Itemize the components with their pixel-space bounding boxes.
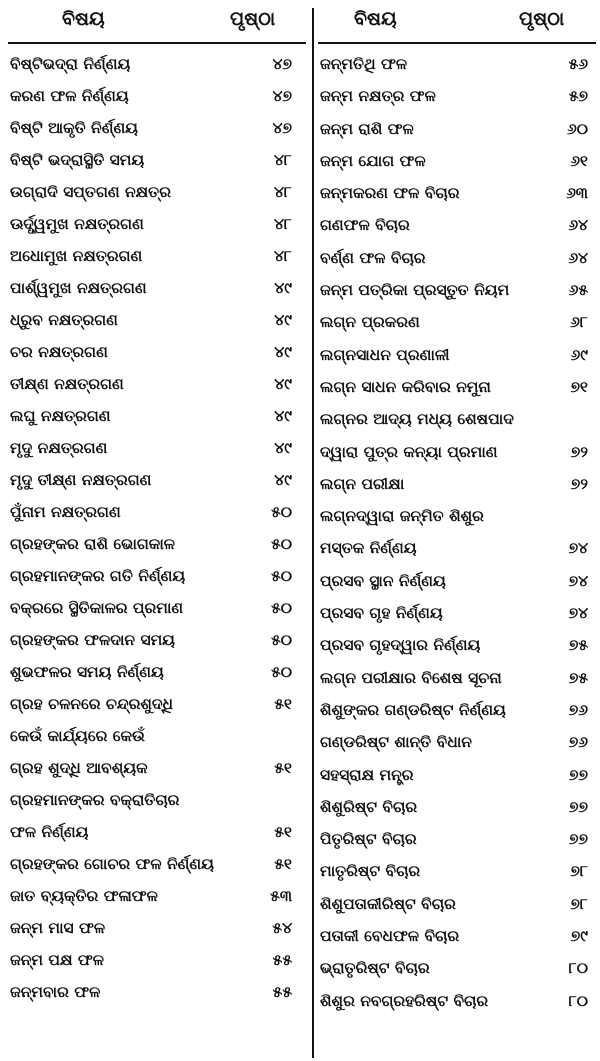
toc-entry bbox=[0, 83, 312, 115]
toc-entry bbox=[0, 499, 312, 531]
toc-entry bbox=[0, 531, 312, 563]
toc-entry-page-number: ୬୫ bbox=[568, 281, 588, 300]
toc-entry bbox=[314, 148, 600, 180]
toc-entry-page-number: ୪୯ bbox=[274, 407, 292, 425]
toc-entry bbox=[314, 212, 600, 244]
toc-entry-topic: ଊର୍ଦ୍ଧ୍ୱମୁଖ ନକ୍ଷତ୍ରଗଣ bbox=[10, 215, 144, 233]
toc-entry-page-number: ୪୮ bbox=[273, 215, 292, 233]
toc-entry-topic: ଧ୍ରୁବ ନକ୍ଷତ୍ରଗଣ bbox=[10, 311, 118, 329]
toc-entry-page-number: ୭୭ bbox=[569, 765, 588, 784]
toc-entry-topic: ଶିଶୁଙ୍କର ଗଣ୍ଡରିଷ୍ଟ ନିର୍ଣ୍ଣୟ bbox=[320, 700, 506, 719]
toc-entry bbox=[0, 915, 312, 947]
toc-entry-page-number: ୫୦ bbox=[271, 535, 292, 553]
toc-entry-page-number: ୪୯ bbox=[274, 471, 292, 489]
toc-entry-topic: ମସ୍ତକ ନିର୍ଣ୍ଣୟ bbox=[320, 539, 417, 558]
toc-entry-page-number: ୬୩ bbox=[566, 184, 588, 203]
toc-entry bbox=[314, 503, 600, 535]
toc-entry-page-number: ୭୨ bbox=[570, 474, 588, 493]
toc-entry bbox=[0, 883, 312, 915]
toc-entry-topic: ଲଗ୍ନ ପରୀକ୍ଷାର ବିଶେଷ ସୂଚନା bbox=[320, 668, 502, 687]
toc-entry bbox=[314, 600, 600, 632]
toc-entry bbox=[0, 691, 312, 723]
toc-entry-page-number: ୫୧ bbox=[274, 855, 292, 873]
toc-entry bbox=[314, 632, 600, 664]
toc-entry-topic: ବର୍ଣ୍ଣ ଫଳ ବିଚାର bbox=[320, 248, 426, 267]
toc-entry bbox=[314, 439, 600, 471]
toc-entry-page-number: ୫୪ bbox=[272, 919, 292, 937]
toc-entry-topic: କେଉଁ କାର୍ଯ୍ୟରେ କେଉଁ bbox=[10, 727, 145, 745]
toc-list-right bbox=[314, 51, 600, 1020]
toc-entry-page-number: ୫୫ bbox=[272, 983, 292, 1001]
toc-entry bbox=[314, 116, 600, 148]
toc-entry-page-number: ୫୦ bbox=[271, 567, 292, 585]
toc-entry-topic: ଜନ୍ମ ପକ୍ଷ ଫଳ bbox=[10, 951, 104, 969]
toc-entry bbox=[0, 51, 312, 83]
toc-entry-page-number: ୫୬ bbox=[568, 55, 588, 73]
toc-entry-topic: ବିଷ୍ଟି ଆକୃତି ନିର୍ଣ୍ଣୟ bbox=[10, 119, 138, 137]
toc-entry-page-number: ୪୯ bbox=[274, 343, 292, 361]
toc-entry-page-number: ୬୦ bbox=[567, 119, 588, 138]
toc-entry-page-number: ୪୯ bbox=[274, 311, 292, 329]
toc-entry-topic: ଚର ନକ୍ଷତ୍ରଗଣ bbox=[10, 343, 108, 361]
toc-entry bbox=[0, 595, 312, 627]
toc-entry-topic: ଲଘୁ ନକ୍ଷତ୍ରଗଣ bbox=[10, 407, 111, 425]
toc-entry-page-number: ୭୪ bbox=[568, 539, 588, 558]
toc-entry-topic: ବିଷ୍ଟିଭଦ୍ରା ନିର୍ଣ୍ଣୟ bbox=[10, 55, 131, 73]
toc-entry-page-number: ୪୭ bbox=[272, 55, 292, 73]
toc-entry-page-number: ୪୮ bbox=[273, 183, 292, 201]
toc-entry bbox=[314, 471, 600, 503]
toc-entry-page-number: ୭୬ bbox=[568, 733, 588, 752]
toc-entry-page-number: ୭୬ bbox=[568, 700, 588, 719]
toc-entry-topic: ଗ୍ରହ ଶୁଦ୍ଧି ଆବଶ୍ୟକ bbox=[10, 759, 148, 777]
toc-entry bbox=[0, 755, 312, 787]
toc-entry-page-number: ୭୯ bbox=[570, 927, 588, 946]
toc-entry-page-number: ୪୯ bbox=[274, 279, 292, 297]
toc-entry-page-number: ୫୭ bbox=[568, 87, 588, 106]
toc-entry bbox=[314, 180, 600, 212]
toc-entry bbox=[314, 762, 600, 794]
topic-heading: ବିଷୟ bbox=[354, 8, 397, 30]
toc-entry-page-number: ୭୮ bbox=[570, 862, 588, 881]
toc-entry-page-number: ୭୫ bbox=[568, 668, 588, 687]
toc-entry-page-number: ୪୯ bbox=[274, 375, 292, 393]
toc-entry-page-number: ୬୮ bbox=[570, 313, 588, 332]
toc-entry-page-number: ୫୩ bbox=[270, 887, 292, 905]
page-heading: ପୃଷ୍ଠା bbox=[230, 8, 276, 30]
toc-entry bbox=[0, 403, 312, 435]
toc-entry-page-number: ୬୪ bbox=[568, 248, 588, 267]
toc-entry-page-number: ୫୧ bbox=[274, 823, 292, 841]
toc-entry bbox=[0, 147, 312, 179]
toc-entry-topic: ଦ୍ୱାରା ପୁତ୍ର କନ୍ୟା ପ୍ରମାଣ bbox=[320, 442, 498, 461]
toc-entry bbox=[314, 697, 600, 729]
toc-entry-page-number: ୫୫ bbox=[272, 951, 292, 969]
toc-entry-topic: ଭ୍ରାତୃରିଷ୍ଟ ବିଚାର bbox=[320, 959, 430, 978]
toc-entry bbox=[0, 371, 312, 403]
toc-entry-topic: ଜନ୍ମ ନକ୍ଷତ୍ର ଫଳ bbox=[320, 87, 436, 106]
toc-entry-topic: ଗଣଫଳ ବିଚାର bbox=[320, 216, 410, 235]
toc-entry bbox=[0, 211, 312, 243]
page-heading: ପୃଷ୍ଠା bbox=[519, 8, 565, 30]
toc-entry-page-number: ୪୮ bbox=[273, 151, 292, 169]
toc-entry bbox=[0, 947, 312, 979]
toc-entry bbox=[314, 665, 600, 697]
toc-entry bbox=[0, 627, 312, 659]
toc-entry-page-number: ୫୦ bbox=[271, 599, 292, 617]
toc-entry-topic: ପ୍ରସବ ସ୍ଥାନ ନିର୍ଣ୍ଣୟ bbox=[320, 571, 446, 590]
toc-entry-topic: ବିଷ୍ଟି ଭଦ୍ରାସ୍ଥିତି ସମୟ bbox=[10, 151, 145, 169]
toc-entry-topic: ସହସ୍ରାକ୍ଷ ମନ୍ତ୍ର bbox=[320, 765, 414, 784]
toc-entry-topic: ଜନ୍ମ ରାଶି ଫଳ bbox=[320, 119, 414, 138]
toc-entry-topic: ଶିଶୁର ନବଗ୍ରହରିଷ୍ଟ ବିଚାର bbox=[320, 991, 489, 1010]
toc-entry bbox=[0, 563, 312, 595]
toc-entry-topic: ପ୍ରସବ ଗୃହଦ୍ୱାର ନିର୍ଣ୍ଣୟ bbox=[320, 636, 481, 655]
toc-entry-topic: ଶିଶୁରିଷ୍ଟ ବିଚାର bbox=[320, 797, 418, 816]
toc-entry bbox=[314, 342, 600, 374]
toc-entry-topic: ଲଗ୍ନ ପ୍ରକରଣ bbox=[320, 313, 420, 332]
toc-entry bbox=[0, 723, 312, 755]
toc-entry-page-number: ୪୯ bbox=[274, 439, 292, 457]
topic-heading: ବିଷୟ bbox=[62, 8, 105, 30]
toc-entry-topic: କରଣ ଫଳ ନିର୍ଣ୍ଣୟ bbox=[10, 87, 129, 105]
toc-entry bbox=[0, 115, 312, 147]
toc-entry bbox=[0, 243, 312, 275]
toc-entry-topic: ଜନ୍ମକରଣ ଫଳ ବିଚାର bbox=[320, 184, 460, 203]
toc-entry bbox=[0, 179, 312, 211]
toc-entry-topic: ଜାତ ବ୍ୟକ୍ତିର ଫଳାଫଳ bbox=[10, 887, 158, 905]
toc-entry bbox=[0, 851, 312, 883]
toc-entry-topic: ଜନ୍ମ ପତ୍ରିକା ପ୍ରସ୍ତୁତ ନିୟମ bbox=[320, 281, 510, 300]
toc-entry-topic: ଗ୍ରହଙ୍କର ରାଶି ଭୋଗକାଳ bbox=[10, 535, 175, 553]
toc-entry-topic: ଲଗ୍ନଦ୍ୱାରା ଜନ୍ମିତ ଶିଶୁର bbox=[320, 507, 484, 526]
toc-entry-topic: ମୃଦୁ ନକ୍ଷତ୍ରଗଣ bbox=[10, 439, 108, 457]
toc-entry bbox=[0, 787, 312, 819]
toc-entry bbox=[0, 275, 312, 307]
toc-entry-topic: ପ୍ରସବ ଗୃହ ନିର୍ଣ୍ଣୟ bbox=[320, 604, 443, 623]
toc-entry-topic: ପତାକୀ ବେଧଫଳ ବିଚାର bbox=[320, 927, 460, 946]
toc-entry-topic: ଲଗ୍ନ ସାଧନ କରିବାର ନମୁନା bbox=[320, 377, 491, 396]
toc-entry bbox=[0, 979, 312, 1011]
toc-entry-topic: ମାତୃରିଷ୍ଟ ବିଚାର bbox=[320, 862, 421, 881]
toc-entry bbox=[0, 819, 312, 851]
toc-entry bbox=[0, 659, 312, 691]
toc-entry bbox=[314, 988, 600, 1020]
toc-entry-topic: ମୃଦୁ ତୀକ୍ଷ୍ଣ ନକ୍ଷତ୍ରଗଣ bbox=[10, 471, 152, 489]
toc-entry-page-number: ୫୧ bbox=[274, 695, 292, 713]
toc-entry-page-number: ୭୪ bbox=[568, 604, 588, 623]
toc-entry-page-number: ୫୧ bbox=[274, 759, 292, 777]
toc-entry-page-number: ୭୫ bbox=[568, 636, 588, 655]
toc-entry-topic: ଜନ୍ମ ଯୋଗ ଫଳ bbox=[320, 151, 426, 170]
toc-entry-page-number: ୫୦ bbox=[271, 663, 292, 681]
column-header-right bbox=[314, 0, 600, 44]
toc-entry bbox=[314, 568, 600, 600]
toc-entry bbox=[314, 794, 600, 826]
toc-entry-topic: ଶିଶୁପତାକୀରିଷ୍ଟ ବିଚାର bbox=[320, 894, 456, 913]
toc-entry-page-number: ୮୦ bbox=[568, 991, 588, 1010]
toc-entry-page-number: ୫୦ bbox=[271, 631, 292, 649]
toc-entry-topic: ପାର୍ଶ୍ୱମୁଖ ନକ୍ଷତ୍ରଗଣ bbox=[10, 279, 147, 297]
toc-entry-topic: ଫଳ ନିର୍ଣ୍ଣୟ bbox=[10, 823, 89, 841]
toc-entry-topic: ଗ୍ରହ ଚଳନରେ ଚନ୍ଦ୍ରଶୁଦ୍ଧି bbox=[10, 695, 174, 713]
toc-entry bbox=[314, 729, 600, 761]
toc-entry-topic: ଗ୍ରହଙ୍କର ଫଳଦାନ ସମୟ bbox=[10, 631, 175, 649]
toc-entry bbox=[314, 955, 600, 987]
toc-entry-page-number: ୭୭ bbox=[569, 830, 588, 849]
toc-entry-topic: ଜନ୍ମତିଥି ଫଳ bbox=[320, 55, 408, 73]
toc-entry bbox=[314, 277, 600, 309]
toc-entry-topic: ଗଣ୍ଡରିଷ୍ଟ ଶାନ୍ତି ବିଧାନ bbox=[320, 733, 472, 752]
toc-entry-topic: ଲଗ୍ନର ଆଦ୍ୟ ମଧ୍ୟ ଶେଷପାଦ bbox=[320, 410, 514, 429]
toc-entry bbox=[314, 923, 600, 955]
toc-entry-page-number: ୮୦ bbox=[568, 959, 588, 978]
toc-entry bbox=[314, 245, 600, 277]
toc-entry-page-number: ୪୮ bbox=[273, 247, 292, 265]
toc-entry bbox=[314, 309, 600, 341]
toc-entry-topic: ଜନ୍ମବାର ଫଳ bbox=[10, 983, 101, 1001]
toc-entry-topic: ଉଗ୍ରାଦି ସପ୍ତଗଣ ନକ୍ଷତ୍ର bbox=[10, 183, 171, 201]
column-header-left bbox=[0, 0, 312, 44]
toc-entry bbox=[314, 51, 600, 83]
toc-entry bbox=[314, 858, 600, 890]
toc-column-right bbox=[314, 0, 600, 1020]
toc-entry-page-number: ୬୧ bbox=[570, 151, 588, 170]
toc-entry-topic: ପୁଁନାମ ନକ୍ଷତ୍ରଗଣ bbox=[10, 503, 121, 521]
toc-entry bbox=[0, 435, 312, 467]
toc-entry-page-number: ୬୪ bbox=[568, 216, 588, 235]
toc-entry-page-number: ୬୯ bbox=[570, 345, 588, 364]
toc-entry-topic: ଲଗ୍ନସାଧନ ପ୍ରଣାଳୀ bbox=[320, 345, 450, 364]
toc-entry-page-number: ୭୧ bbox=[570, 377, 588, 396]
toc-entry-topic: ଶୁଭଫଳର ସମୟ ନିର୍ଣ୍ଣୟ bbox=[10, 663, 164, 681]
toc-entry-page-number: ୪୭ bbox=[272, 119, 292, 137]
toc-entry-topic: ଗ୍ରହମାନଙ୍କର ବକ୍ରାତିଚାର bbox=[10, 791, 180, 809]
toc-entry bbox=[314, 83, 600, 115]
toc-entry-page-number: ୭୪ bbox=[568, 571, 588, 590]
toc-entry-page-number: ୭୨ bbox=[570, 442, 588, 461]
toc-entry bbox=[314, 535, 600, 567]
toc-entry bbox=[314, 406, 600, 438]
toc-entry-page-number: ୭୭ bbox=[569, 797, 588, 816]
toc-list-left bbox=[0, 51, 312, 1011]
toc-entry-topic: ବକ୍ରରେ ସ୍ଥିତିକାଳର ପ୍ରମାଣ bbox=[10, 599, 184, 617]
toc-entry-topic: ପିତୃରିଷ୍ଟ ବିଚାର bbox=[320, 830, 417, 849]
toc-entry-topic: ଗ୍ରହଙ୍କର ଗୋଚର ଫଳ ନିର୍ଣ୍ଣୟ bbox=[10, 855, 214, 873]
toc-entry-topic: ଲଗ୍ନ ପରୀକ୍ଷା bbox=[320, 474, 405, 493]
toc-column-left bbox=[0, 0, 312, 1011]
toc-entry bbox=[0, 467, 312, 499]
toc-entry bbox=[0, 339, 312, 371]
toc-entry bbox=[0, 307, 312, 339]
toc-entry bbox=[314, 826, 600, 858]
toc-entry-page-number: ୫୦ bbox=[271, 503, 292, 521]
toc-entry-topic: ଜନ୍ମ ମାସ ଫଳ bbox=[10, 919, 106, 937]
toc-entry-topic: ତୀକ୍ଷ୍ଣ ନକ୍ଷତ୍ରଗଣ bbox=[10, 375, 124, 393]
toc-entry-page-number: ୭୮ bbox=[570, 894, 588, 913]
toc-entry-topic: ଅଧୋମୁଖ ନକ୍ଷତ୍ରଗଣ bbox=[10, 247, 143, 265]
toc-entry-topic: ଗ୍ରହମାନଙ୍କର ଗତି ନିର୍ଣ୍ଣୟ bbox=[10, 567, 186, 585]
toc-entry bbox=[314, 374, 600, 406]
toc-entry bbox=[314, 891, 600, 923]
toc-entry-page-number: ୪୭ bbox=[272, 87, 292, 105]
